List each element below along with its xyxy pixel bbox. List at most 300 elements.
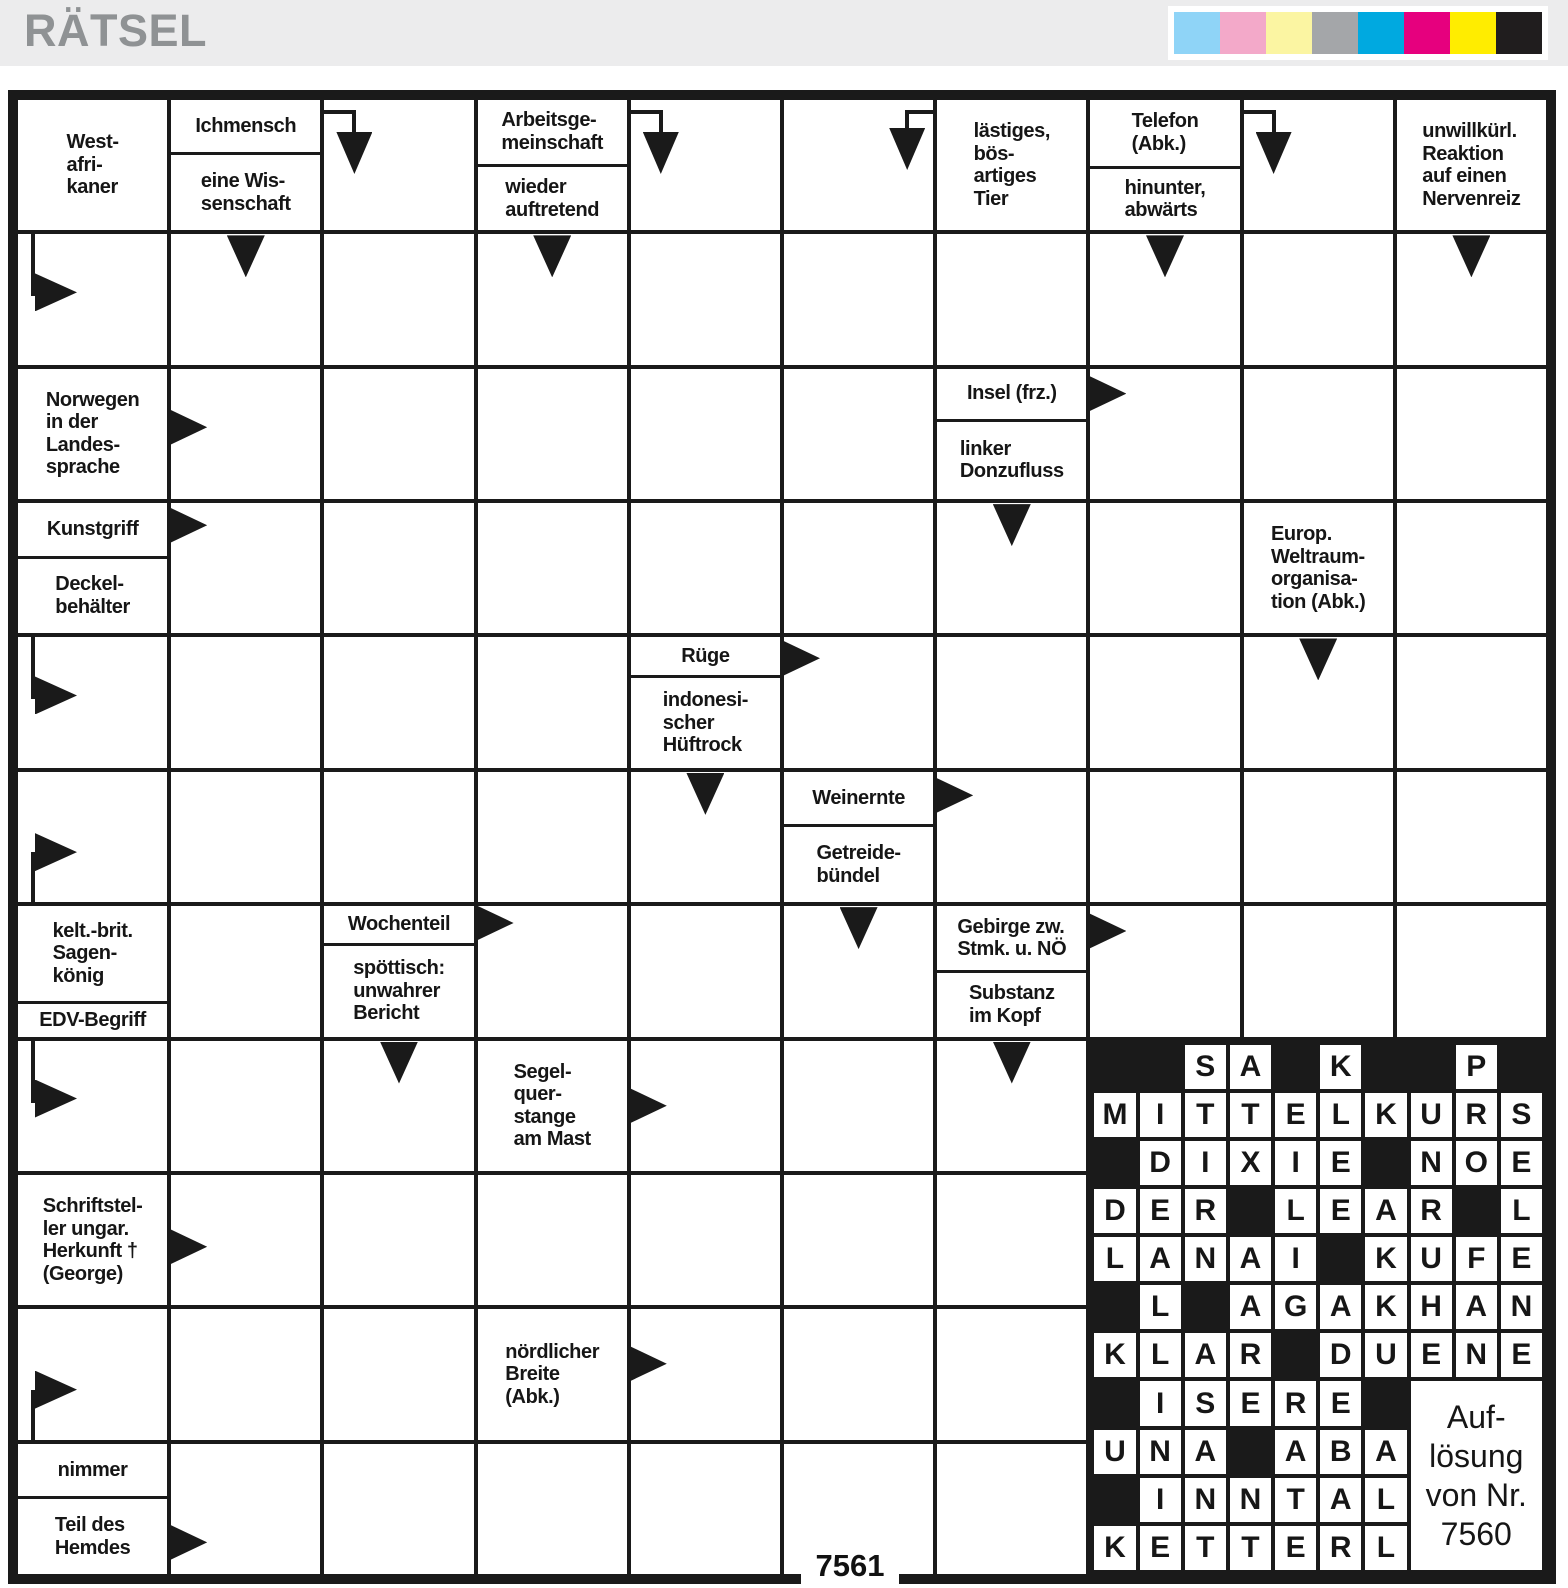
solution-black-cell [1501,1045,1542,1089]
solution-letter-cell: K [1094,1333,1135,1377]
clue-text: artiges [973,165,1037,188]
clue-section [937,419,1086,499]
clue-section [1244,503,1393,633]
clue-text: könig [52,964,104,987]
color-swatch [1358,12,1404,54]
solution-letter-cell: N [1185,1478,1226,1522]
answer-cell [782,367,935,501]
solution-letter-cell: K [1365,1237,1406,1281]
solution-letter-cell: U [1411,1093,1452,1137]
solution-letter-cell: L [1275,1189,1316,1233]
clue-cell [16,904,169,1038]
clue-text: hinunter, [1124,176,1206,199]
color-swatch [1450,12,1496,54]
color-swatch [1174,12,1220,54]
answer-cell [935,770,1088,904]
answer-cell [169,367,322,501]
clue-text: Hüftrock [662,734,742,757]
clue-text: afri- [66,153,103,176]
clue-text: kelt.-brit. [52,919,133,942]
answer-cell [782,1039,935,1173]
answer-cell [935,1039,1088,1173]
solution-letter-cell: N [1185,1237,1226,1281]
clue-cell [935,367,1088,501]
solution-letter-cell: M [1094,1093,1135,1137]
clue-text: nördlicher [505,1340,600,1363]
clue-text: Teil des [54,1514,125,1537]
clue-text: Weinernte [812,786,905,809]
solution-black-cell [1230,1430,1271,1474]
clue-text: senschaft [200,192,291,215]
answer-cell [629,232,782,366]
answer-cell [169,904,322,1038]
answer-cell [629,770,782,904]
solution-letter-cell: D [1094,1189,1135,1233]
solution-letter-cell: R [1230,1333,1271,1377]
answer-cell [476,232,629,366]
solution-letter-cell: E [1275,1526,1316,1570]
solution-letter-cell: A [1230,1237,1271,1281]
clue-section [937,906,1086,970]
answer-cell [476,367,629,501]
clue-text: Europ. [1270,523,1332,546]
solution-letter-cell: E [1140,1189,1181,1233]
solution-letter-cell: L [1320,1093,1361,1137]
answer-cell [169,1039,322,1173]
clue-cell [16,501,169,635]
solution-letter-cell: K [1365,1285,1406,1329]
answer-cell [322,1039,475,1173]
clue-text: indonesi- [662,689,749,712]
answer-cell [935,1442,1088,1576]
clue-text: quer- [513,1083,562,1106]
solution-letter-cell: I [1275,1141,1316,1185]
clue-text: Ichmensch [195,114,297,137]
clue-text: Kunstgriff [46,518,139,541]
answer-cell [629,1307,782,1441]
clue-text: Donzufluss [959,460,1064,483]
answer-cell [782,635,935,769]
solution-letter-cell: R [1275,1381,1316,1425]
answer-cell [476,1442,629,1576]
solution-black-cell [1275,1045,1316,1089]
answer-cell [782,98,935,232]
clue-text: lästiges, [973,120,1051,143]
answer-cell [476,635,629,769]
answer-cell [629,904,782,1038]
answer-cell [476,1173,629,1307]
solution-letter-cell: U [1411,1237,1452,1281]
clue-section [18,100,167,230]
clue-text: Insel (frz.) [966,382,1057,405]
answer-cell [322,232,475,366]
answer-cell [16,1039,169,1173]
clue-text: Deckel- [55,573,124,596]
solution-letter-cell: R [1185,1189,1226,1233]
clue-text: sprache [45,456,120,479]
clue-cell [782,770,935,904]
clue-section [937,100,1086,230]
solution-letter-cell: E [1320,1189,1361,1233]
solution-letter-cell: S [1185,1381,1226,1425]
clue-section [18,1175,167,1305]
answer-cell [476,501,629,635]
answer-cell [629,367,782,501]
solution-black-cell [1456,1189,1497,1233]
solution-letter-cell: T [1185,1526,1226,1570]
solution-letter-cell: E [1501,1141,1542,1185]
clue-text: unwahrer [353,979,441,1002]
color-swatch [1496,12,1542,54]
clue-cell [16,367,169,501]
solution-letter-cell: N [1411,1141,1452,1185]
answer-cell [322,1307,475,1441]
clue-text: meinschaft [501,131,603,154]
answer-cell [1088,232,1241,366]
solution-black-cell [1320,1237,1361,1281]
answer-cell [1088,770,1241,904]
clue-text: bös- [973,142,1015,165]
clue-section [1090,166,1239,231]
answer-cell [629,1173,782,1307]
clue-text: Reaktion [1422,142,1504,165]
clue-cell [1088,98,1241,232]
clue-text: Breite [505,1363,560,1386]
clue-text: Segel- [513,1060,572,1083]
puzzle-number: 7561 [801,1544,899,1588]
solution-letter-cell: K [1320,1045,1361,1089]
clue-section [937,970,1086,1037]
clue-text: Tier [973,187,1009,210]
clue-section [18,369,167,499]
solution-letter-cell: A [1275,1430,1316,1474]
answer-cell [1395,501,1548,635]
solution-letter-cell: S [1501,1093,1542,1137]
clue-text: Nervenreiz [1422,187,1521,210]
solution-letter-cell: R [1456,1093,1497,1137]
clue-text: auftretend [505,198,600,221]
answer-cell [1088,635,1241,769]
solution-black-cell [1365,1045,1406,1089]
answer-cell [322,1173,475,1307]
answer-cell [322,635,475,769]
solution-letter-cell: N [1456,1333,1497,1377]
answer-cell [16,770,169,904]
solution-black-cell [1094,1285,1135,1329]
answer-cell [1088,904,1241,1038]
solution-letter-cell: A [1185,1333,1226,1377]
clue-text: Herkunft † [42,1240,138,1263]
answer-cell [322,98,475,232]
clue-text: Wochenteil [347,913,451,936]
answer-cell [1242,770,1395,904]
color-swatch [1404,12,1450,54]
answer-cell [1242,367,1395,501]
solution-letter-cell: E [1230,1381,1271,1425]
answer-cell [935,1307,1088,1441]
solution-black-cell [1365,1381,1406,1425]
solution-letter-cell: I [1275,1237,1316,1281]
solution-letter-cell: A [1320,1285,1361,1329]
clue-text: abwärts [1124,199,1198,222]
clue-section [784,824,933,902]
header-bar [0,0,1568,66]
clue-section [18,556,167,634]
solution-black-cell [1094,1478,1135,1522]
solution-letter-cell: A [1230,1045,1271,1089]
clue-cell [1242,501,1395,635]
clue-text: (Abk.) [505,1385,560,1408]
solution-black-cell [1094,1381,1135,1425]
answer-cell [1242,904,1395,1038]
clue-section [478,1041,627,1171]
solution-letter-cell: N [1230,1478,1271,1522]
clue-cell [629,635,782,769]
solution-black-cell [1411,1045,1452,1089]
clue-cell [169,98,322,232]
solution-letter-cell: A [1320,1478,1361,1522]
solution-letter-cell: T [1185,1093,1226,1137]
solution-letter-cell: T [1230,1093,1271,1137]
clue-section [18,906,167,1001]
solution-letter-cell: L [1140,1285,1181,1329]
solution-letter-cell: E [1275,1093,1316,1137]
clue-text: Getreide- [816,842,901,865]
clue-cell [476,98,629,232]
answer-cell [1088,367,1241,501]
solution-letter-cell: A [1140,1237,1181,1281]
solution-black-cell [1094,1045,1135,1089]
solution-letter-cell: T [1230,1526,1271,1570]
clue-text: linker [959,437,1011,460]
clue-text: unwillkürl. [1422,120,1517,143]
solution-black-cell [1230,1189,1271,1233]
answer-cell [629,1039,782,1173]
answer-cell [1395,904,1548,1038]
answer-cell [169,501,322,635]
clue-section [18,1001,167,1037]
solution-letter-cell: O [1456,1141,1497,1185]
solution-letter-cell: L [1365,1526,1406,1570]
crossword-grid [8,90,1556,1584]
solution-letter-cell: X [1230,1141,1271,1185]
solution-letter-cell: N [1140,1430,1181,1474]
solution-black-cell [1275,1333,1316,1377]
clue-text: in der [45,411,98,434]
color-swatch [1312,12,1358,54]
solution-letter-cell: I [1140,1381,1181,1425]
solution-note-line: Auf- [1446,1398,1506,1435]
clue-text: West- [66,131,119,154]
color-swatch [1220,12,1266,54]
answer-cell [322,501,475,635]
solution-letter-cell: K [1094,1526,1135,1570]
clue-text: Norwegen [45,388,140,411]
answer-cell [629,501,782,635]
solution-letter-cell: A [1365,1430,1406,1474]
clue-section [171,152,320,230]
answer-cell [1395,770,1548,904]
color-swatch [1266,12,1312,54]
answer-cell [1395,635,1548,769]
clue-text: (Abk.) [1131,132,1186,155]
clue-text: ler ungar. [42,1217,129,1240]
answer-cell [629,1442,782,1576]
answer-cell [169,232,322,366]
clue-section [478,1309,627,1439]
clue-text: nimmer [57,1458,128,1481]
clue-text: Telefon [1131,110,1199,133]
clue-text: kaner [66,176,118,199]
clue-section [631,637,780,675]
solution-letter-cell: G [1275,1285,1316,1329]
clue-cell [935,904,1088,1038]
solution-letter-cell: R [1320,1526,1361,1570]
solution-black-cell [1365,1141,1406,1185]
clue-text: auf einen [1422,165,1507,188]
clue-text: tion (Abk.) [1270,590,1366,613]
solution-letter-cell: R [1411,1189,1452,1233]
answer-cell [16,1307,169,1441]
answer-cell [322,367,475,501]
answer-cell [1088,501,1241,635]
clue-section [18,503,167,555]
answer-cell [1242,232,1395,366]
solution-black-cell [1185,1285,1226,1329]
answer-cell [476,770,629,904]
clue-text: Bericht [353,1002,420,1025]
clue-text: wieder [505,176,567,199]
clue-text: scher [662,711,715,734]
clue-section [171,100,320,152]
answer-cell [1395,367,1548,501]
solution-letter-cell: L [1365,1478,1406,1522]
answer-cell [169,1307,322,1441]
answer-cell [782,904,935,1038]
clue-cell [16,1173,169,1307]
clue-section [478,164,627,231]
solution-letter-cell: L [1094,1237,1135,1281]
clue-cell [16,1442,169,1576]
clue-text: Landes- [45,433,120,456]
clue-cell [1395,98,1548,232]
answer-cell [1242,98,1395,232]
answer-cell [935,635,1088,769]
solution-letter-cell: I [1140,1478,1181,1522]
solution-letter-cell: N [1501,1285,1542,1329]
clue-text: Rüge [681,645,730,668]
solution-letter-cell: U [1365,1333,1406,1377]
answer-cell [782,501,935,635]
clue-section [1397,100,1546,230]
answer-cell [169,1442,322,1576]
clue-section [1090,100,1239,166]
clue-text: Substanz [968,982,1055,1005]
answer-cell [169,635,322,769]
solution-note-line: 7560 [1440,1515,1512,1552]
clue-text: behälter [55,595,130,618]
solution-letter-cell: L [1501,1189,1542,1233]
answer-cell [322,770,475,904]
solution-grid [1088,1039,1548,1576]
answer-cell [16,232,169,366]
solution-black-cell [1094,1141,1135,1185]
solution-letter-cell: K [1365,1093,1406,1137]
solution-letter-cell: A [1185,1430,1226,1474]
clue-section [324,943,473,1037]
clue-text: Arbeitsge- [501,109,597,132]
solution-letter-cell: T [1275,1478,1316,1522]
answer-cell [935,232,1088,366]
clue-section [784,772,933,824]
answer-cell [935,501,1088,635]
solution-letter-cell: I [1140,1093,1181,1137]
solution-letter-cell: H [1411,1285,1452,1329]
solution-letter-cell: A [1230,1285,1271,1329]
clue-cell [16,98,169,232]
solution-letter-cell: E [1501,1333,1542,1377]
clue-cell [935,98,1088,232]
clue-section [18,1444,167,1496]
answer-cell [1395,232,1548,366]
clue-text: Gebirge zw. [957,915,1065,938]
answer-cell [322,1442,475,1576]
solution-note-line: von Nr. [1425,1476,1527,1513]
solution-letter-cell: I [1185,1141,1226,1185]
solution-black-cell [1140,1045,1181,1089]
clue-text: organisa- [1270,568,1358,591]
clue-section [478,100,627,164]
solution-letter-cell: E [1501,1237,1542,1281]
solution-letter-cell: E [1320,1381,1361,1425]
solution-letter-cell: D [1140,1141,1181,1185]
solution-letter-cell: E [1411,1333,1452,1377]
clue-text: Hemdes [54,1536,131,1559]
page-title: RÄTSEL [24,5,207,56]
solution-letter-cell: U [1094,1430,1135,1474]
answer-cell [476,904,629,1038]
solution-letter-cell: P [1456,1045,1497,1089]
solution-letter-cell: A [1365,1189,1406,1233]
clue-text: am Mast [513,1128,591,1151]
clue-cell [476,1307,629,1441]
answer-cell [1242,635,1395,769]
answer-cell [782,1173,935,1307]
clue-text: Weltraum- [1270,545,1365,568]
clue-cell [476,1039,629,1173]
clue-text: im Kopf [968,1004,1041,1027]
answer-cell [782,1307,935,1441]
answer-cell [169,770,322,904]
clue-section [631,675,780,768]
clue-text: Sagen- [52,942,117,965]
solution-letter-cell: L [1140,1333,1181,1377]
solution-note-line: lösung [1429,1437,1524,1474]
solution-letter-cell: E [1320,1141,1361,1185]
answer-cell [169,1173,322,1307]
solution-letter-cell: E [1140,1526,1181,1570]
solution-letter-cell: B [1320,1430,1361,1474]
answer-cell [782,232,935,366]
solution-note [1411,1381,1542,1570]
clue-section [324,906,473,942]
clue-section [18,1496,167,1574]
solution-letter-cell: A [1456,1285,1497,1329]
clue-text: bündel [816,864,880,887]
clue-text: spöttisch: [353,957,445,980]
clue-text: Stmk. u. NÖ [957,938,1067,961]
clue-text: stange [513,1105,576,1128]
